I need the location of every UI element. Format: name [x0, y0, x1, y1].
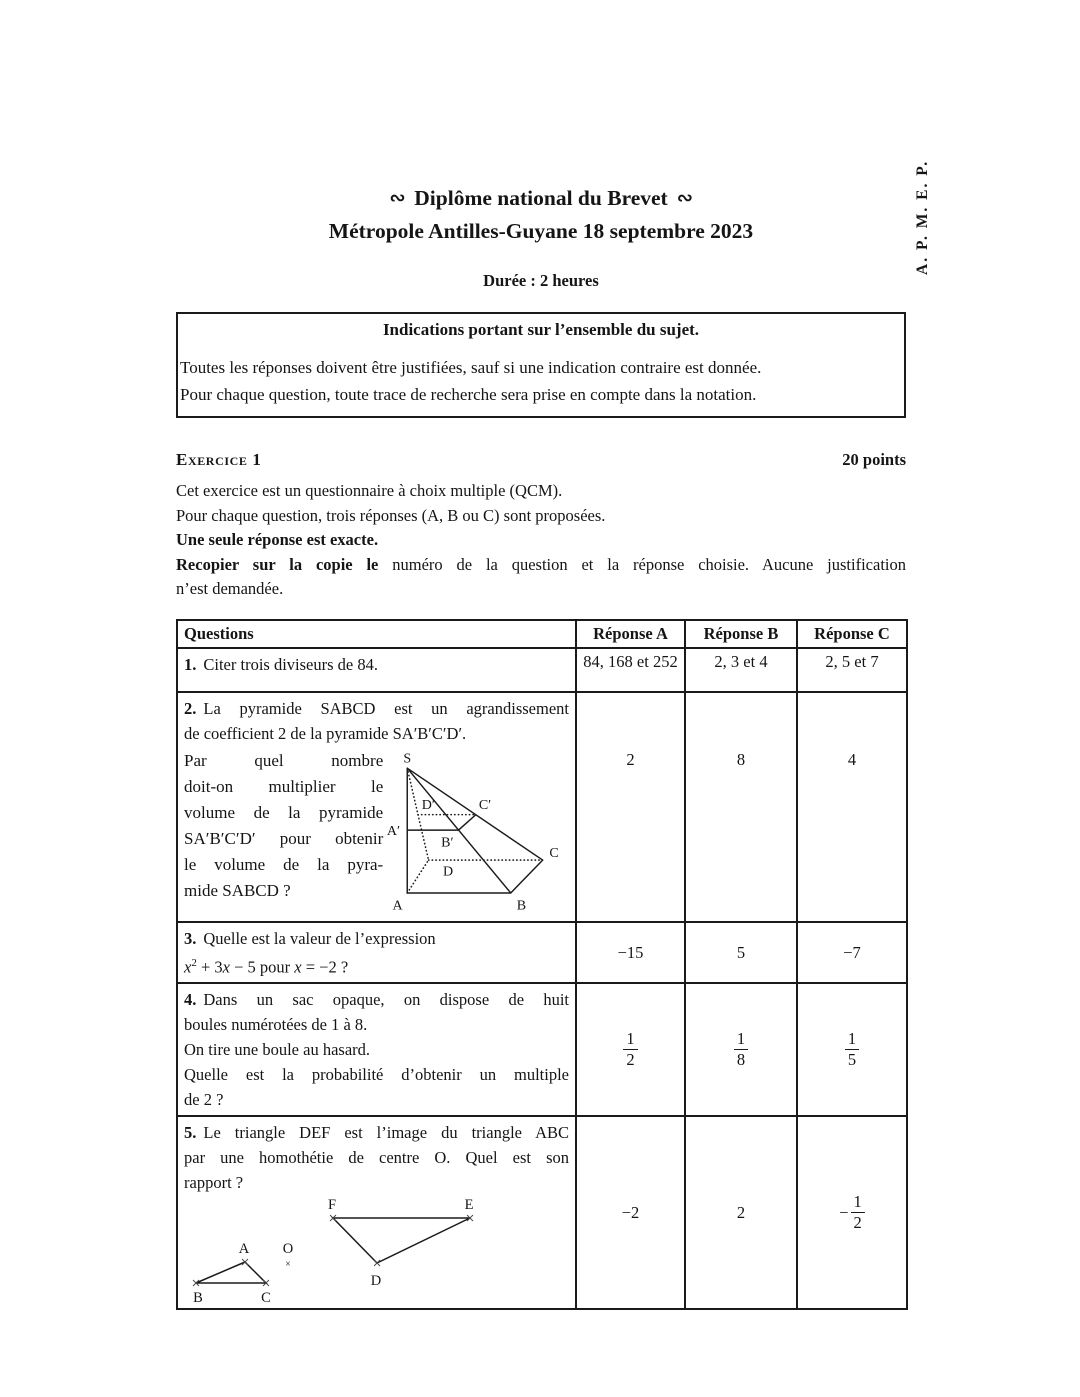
question-3-cell: [177, 922, 576, 984]
question-4-cell: [177, 983, 576, 1116]
homothety-label-a: A: [238, 1241, 250, 1258]
question-5-row: [177, 1116, 907, 1309]
question-2-row: [177, 692, 907, 922]
question-5-line-2: par une homothétie de centre O. Quel est son: [184, 1148, 569, 1168]
pyramid-label-d: D: [443, 864, 454, 880]
q1-answer-b: 2, 3 et 4: [685, 648, 797, 692]
question-3-line-1: [184, 926, 569, 951]
pyramid-label-c: C: [549, 846, 560, 862]
question-2-line-1: [184, 696, 569, 721]
indications-line-1: Toutes les réponses doivent être justifiées, sauf si une indication contraire est donnée.: [180, 358, 762, 377]
question-4-number: 4.: [184, 990, 197, 1010]
qcm-table: [176, 619, 908, 1311]
exercise-points: 20 points: [842, 450, 906, 469]
question-3-line-1-text: Quelle est la valeur de l’expression: [203, 928, 436, 948]
fraction-numerator: 1: [845, 1030, 859, 1050]
intro-line-4-bold: Recopier sur la copie le: [176, 554, 379, 574]
math-x: x: [184, 957, 192, 977]
question-5-line-1: [184, 1120, 569, 1145]
question-4-line-1: [184, 987, 569, 1012]
exercise-intro: [176, 479, 906, 602]
q5-answer-c: [797, 1116, 907, 1309]
question-2-body: [184, 748, 569, 918]
fraction-numerator: 1: [623, 1030, 637, 1050]
question-2-line-2: de coefficient 2 de la pyramide SA′B′C′D′.: [184, 723, 467, 743]
pyramid-label-c-prime: C′: [479, 797, 492, 813]
pyramid-section-edges: [407, 815, 476, 830]
question-1-text: Citer trois diviseurs de 84.: [203, 654, 378, 674]
homothety-figure: [184, 1195, 484, 1305]
math-x: x: [294, 957, 302, 977]
q2-side-line: volume de la pyramide: [184, 802, 384, 822]
q2-answer-b: 8: [685, 692, 797, 922]
q3-answer-a: −15: [576, 922, 685, 984]
question-4-row: [177, 983, 907, 1116]
pyramid-label-s: S: [403, 751, 412, 767]
triangle-def-edges: [333, 1218, 470, 1263]
apmep-side-label: A. P. M. E. P.: [914, 159, 931, 275]
intro-line-3: Une seule réponse est exacte.: [176, 530, 379, 550]
q4-answer-b: [685, 983, 797, 1116]
q4-answer-a: [576, 983, 685, 1116]
intro-line-2: Pour chaque question, trois réponses (A, B ou C) sont proposées.: [176, 505, 606, 525]
question-1-number: 1.: [184, 654, 197, 674]
homothety-label-b: B: [193, 1290, 203, 1306]
fraction-denominator: 2: [626, 1050, 635, 1070]
document-subtitle: Métropole Antilles-Guyane 18 septembre 2023: [328, 219, 754, 243]
q2-side-line: SA′B′C′D′ pour obtenir: [184, 828, 384, 848]
minus-sign: −: [839, 1202, 849, 1222]
question-3-math-line: [184, 951, 569, 980]
q4-answer-c: [797, 983, 907, 1116]
fraction-numerator: 1: [734, 1030, 748, 1050]
vertex-tick-marks: [193, 1215, 473, 1286]
intro-line-4-rest: numéro de la question et la réponse choisie. Aucune justification: [378, 554, 906, 574]
pyramid-label-d-prime: D′: [421, 797, 436, 813]
table-header-row: [177, 620, 907, 648]
q3-answer-b: 5: [685, 922, 797, 984]
q3-answer-c: −7: [797, 922, 907, 984]
header-reponse-b: Réponse B: [685, 620, 797, 648]
question-3-number: 3.: [184, 928, 197, 948]
indications-box: [176, 312, 906, 418]
question-5-line-3: rapport ?: [184, 1173, 244, 1193]
fraction-denominator: 5: [847, 1050, 857, 1070]
header-questions: Questions: [177, 620, 576, 648]
math-term: = −2 ?: [301, 957, 349, 977]
question-2-line-1-text: La pyramide SABCD est un agrandissement: [203, 698, 569, 718]
duration-label: Durée : 2 heures: [483, 271, 599, 290]
fraction-numerator: 1: [851, 1193, 865, 1213]
homothety-label-e: E: [464, 1197, 474, 1214]
question-2-cell: [177, 692, 576, 922]
question-4-line-3: On tire une boule au hasard.: [184, 1040, 371, 1060]
q5-answer-a: −2: [576, 1116, 685, 1309]
triangle-abc-edges: [196, 1262, 266, 1283]
question-1-cell: [177, 648, 576, 692]
page-content: [176, 0, 906, 1310]
question-3-row: [177, 922, 907, 984]
intro-line-4: [176, 553, 906, 578]
q2-side-line: doit-on multiplier le: [184, 776, 384, 796]
question-4-line-1-text: Dans un sac opaque, on dispose de huit: [203, 990, 569, 1010]
pyramid-label-a: A: [392, 898, 403, 914]
pyramid-label-a-prime: A′: [387, 823, 401, 839]
q5-answer-b: 2: [685, 1116, 797, 1309]
question-4-line-2: boules numérotées de 1 à 8.: [184, 1015, 368, 1035]
fraction-denominator: 2: [853, 1213, 862, 1233]
math-exponent: 2: [191, 956, 197, 969]
intro-line-5: n’est demandée.: [176, 579, 284, 599]
question-5-number: 5.: [184, 1123, 197, 1143]
homothety-label-o: O: [282, 1241, 294, 1258]
fraction-denominator: 8: [736, 1050, 746, 1070]
q1-answer-a: 84, 168 et 252: [576, 648, 685, 692]
ornament-right-icon: ∾: [676, 187, 693, 209]
document-title: [176, 186, 906, 211]
homothety-label-d: D: [370, 1273, 382, 1290]
question-1-row: [177, 648, 907, 692]
q2-side-line: mide SABCD ?: [184, 880, 291, 900]
header-reponse-c: Réponse C: [797, 620, 907, 648]
intro-line-1: Cet exercice est un questionnaire à choix multiple (QCM).: [176, 481, 563, 500]
homothety-label-f: F: [327, 1197, 337, 1214]
document-title-text: Diplôme national du Brevet: [414, 186, 668, 210]
ornament-left-icon: ∾: [389, 187, 406, 209]
question-2-number: 2.: [184, 698, 197, 718]
indications-title: Indications portant sur l’ensemble du sujet.: [382, 320, 700, 339]
q1-answer-c: 2, 5 et 7: [797, 648, 907, 692]
exercise-header: [176, 450, 906, 470]
q2-side-line: Par quel nombre: [184, 750, 384, 770]
question-5-line-1-text: Le triangle DEF est l’image du triangle ABC: [203, 1123, 569, 1143]
homothety-label-c: C: [261, 1290, 271, 1306]
pyramid-figure: [385, 748, 569, 918]
question-4-line-4: Quelle est la probabilité d’obtenir un multiple: [184, 1065, 569, 1085]
math-term: + 3: [196, 957, 223, 977]
q2-answer-c: 4: [797, 692, 907, 922]
indications-body: [180, 355, 902, 408]
exercise-label: Exercice 1: [176, 450, 262, 469]
q2-side-line: le volume de la pyra-: [184, 854, 384, 874]
question-4-line-5: de 2 ?: [184, 1090, 224, 1110]
question-2-side-text: [184, 748, 383, 904]
center-o-cross-icon: ×: [285, 1259, 291, 1271]
header-reponse-a: Réponse A: [576, 620, 685, 648]
math-term: − 5 pour: [229, 957, 295, 977]
pyramid-label-b-prime: B′: [441, 835, 454, 851]
indications-line-2: Pour chaque question, toute trace de recherche sera prise en compte dans la notation.: [180, 384, 757, 404]
q2-answer-a: 2: [576, 692, 685, 922]
pyramid-label-b: B: [516, 898, 527, 914]
math-x: x: [222, 957, 230, 977]
question-5-cell: [177, 1116, 576, 1309]
